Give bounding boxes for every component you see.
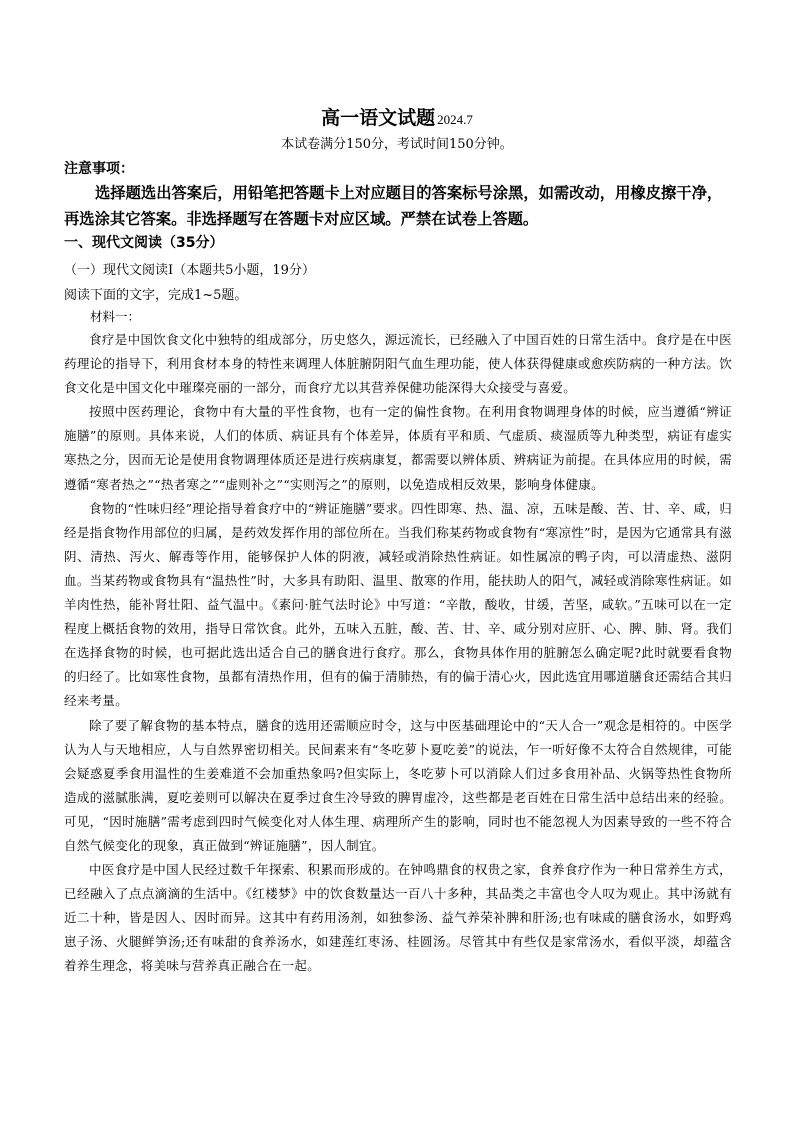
section-subheading: （一）现代文阅读Ⅰ（本题共5小题，19分） <box>64 263 315 278</box>
title-line <box>0 103 794 130</box>
exam-info: 本试卷满分150分，考试时间150分钟。 <box>281 137 513 152</box>
exam-date: 2024.7 <box>437 112 473 127</box>
paragraph: 除了要了解食物的基本特点，膳食的选用还需顺应时令，这与中医基础理论中的“天人合一”观念是相符的。中医学认为人与天地相应，人与自然界密切相关。民间素来有“冬吃萝卜夏吃姜”的说法，乍一听好像不太符合自然规律，可能会疑惑夏季食用温性的生姜难道不会加重热象吗?但实际上，冬吃萝卜可以消除人们过多食用补品、火锅等热性食物所造成的滋腻胀满，夏吃姜则可以解决在夏季过食生冷导致的脾胃虚冷，这些都是老百姓在日常生活中总结出来的经验。可见，“因时施膳”需考虑到四时气候变化对人体生理、病理所产生的影响，同时也不能忽视人为因素导致的一些不符合自然气候变化的现象，真正做到“辨证施膳”，因人制宜。 <box>64 717 732 853</box>
material-body <box>64 328 732 979</box>
paragraph: 食物的“性味归经”理论指导着食疗中的“辨证施膳”要求。四性即寒、热、温、凉，五味是酸、苦、甘、辛、咸，归经是指食物作用部位的归属，是药效发挥作用的部位所在。当我们称某药物或食物有“寒凉性”时，是因为它通常具有滋阴、清热、泻火、解毒等作用，能够保护人体的阴液，减轻或消除热性病证。如性属凉的鸭子肉，可以清虚热、滋阴血。当某药物或食物具有“温热性”时，大多具有助阳、温里、散寒的作用，能扶助人的阳气，减轻或消除寒性病证。如羊肉性热，能补肾壮阳、益气温中。《素问·脏气法时论》中写道：“辛散，酸收，甘缓，苦坚，咸软。”五味可以在一定程度上概括食物的效用，指导日常饮食。此外，五味入五脏，酸、苦、甘、辛、咸分别对应肝、心、脾、肺、肾。我们在选择食物的时候，也可据此选出适合自己的膳食进行食疗。那么，食物具体作用的脏腑怎么确定呢?此时就要看食物的归经了。比如寒性食物，虽都有清热作用，但有的偏于清肺热，有的偏于清心火，因此选宜用哪道膳食还需结合其归经来考量。 <box>64 500 732 709</box>
notice-text: 选择题选出答案后，用铅笔把答题卡上对应题目的答案标号涂黑，如需改动，用橡皮擦干净，再选涂其它答案。非选择题写在答题卡对应区域。严禁在试卷上答题。 <box>64 184 723 228</box>
paragraph: 食疗是中国饮食文化中独特的组成部分，历史悠久，源远流长，已经融入了中国百姓的日常生活中。食疗是在中医药理论的指导下，利用食材本身的特性来调理人体脏腑阴阳气血生理功能，使人体获得健康或愈疾防病的一种方法。饮食文化是中国文化中璀璨亮丽的一部分，而食疗尤以其营养保健功能深得大众接受与喜爱。 <box>64 332 732 396</box>
reading-instruction: 阅读下面的文字，完成1~5题。 <box>64 288 248 303</box>
section-heading: 一、现代文阅读（35分） <box>64 235 224 251</box>
paragraph: 按照中医药理论，食物中有大量的平性食物，也有一定的偏性食物。在利用食物调理身体的时候，应当遵循“辨证施膳”的原则。具体来说，人们的体质、病证具有个体差异，体质有平和质、气虚质、痰湿质等九种类型，病证有虚实寒热之分，因而无论是使用食物调理体质还是进行疾病康复，都需要以辨体质、辨病证为前提。在具体应用的时候，需遵循“寒者热之”“热者寒之”“虚则补之”“实则泻之”的原则，以免造成相反效果，影响身体健康。 <box>64 404 732 492</box>
paragraph: 中医食疗是中国人民经过数千年探索、积累而形成的。在钟鸣鼎食的权贵之家，食养食疗作为一种日常养生方式，已经融入了点点滴滴的生活中。《红楼梦》中的饮食数量达一百八十多种，其品类之丰富也令人叹为观止。其中汤就有近二十种，皆是因人、因时而异。这其中有药用汤剂，如独参汤、益气养荣补脾和肝汤;也有味咸的膳食汤水，如野鸡崽子汤、火腿鲜笋汤;还有味甜的食养汤水，如建莲红枣汤、桂圆汤。尽管其中有些仅是家常汤水，看似平淡，却蕴含着养生理念，将美味与营养真正融合在一起。 <box>64 862 732 974</box>
page-title: 高一语文试题 <box>321 107 436 129</box>
material-label: 材料一： <box>90 309 141 324</box>
notice-heading: 注意事项： <box>64 161 134 177</box>
